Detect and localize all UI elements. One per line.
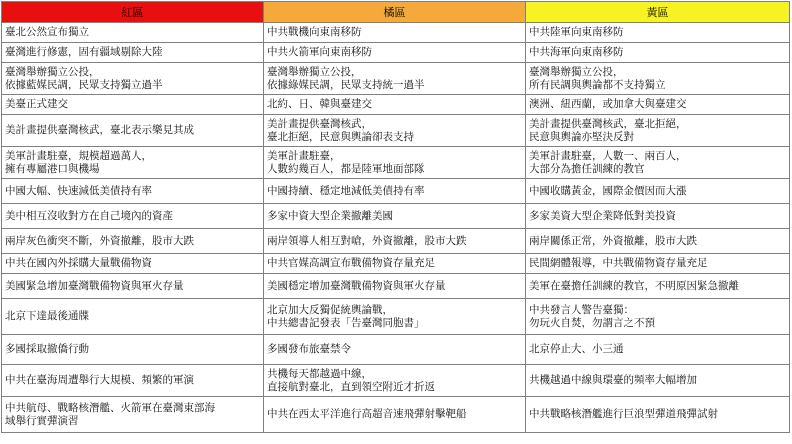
cell-text-line: 北京停止大、小三通 [529,343,624,355]
cell-text-line: 中共在國內外採購大量戰備物資 [5,257,152,269]
table-body [2,23,790,433]
cell-text-line: 澳洲、紐西蘭，或加拿大與臺建交 [529,98,687,110]
cell-text-line: 擁有專屬港口與機場 [5,162,100,175]
cell-yellow-zone [526,204,790,229]
cell-text-line: 美計畫提供臺灣核武，臺北表示樂見其成 [5,124,194,136]
table-row [2,43,790,63]
table-row [2,274,790,299]
cell-yellow-zone [526,43,790,63]
cell-red-zone [2,365,264,397]
cell-text-line: 美軍在臺擔任訓練的教官，不明原因緊急撤離 [529,279,739,292]
cell-text-line: 美計畫提供臺灣核武，臺北拒絕， [529,117,687,130]
cell-yellow-zone [526,335,790,365]
cell-text-line: 依據綠媒民調，民眾支持統一過半 [267,78,425,91]
cell-orange-zone [264,274,526,299]
cell-orange-zone [264,63,526,95]
cell-text-line: 中共海軍向東南移防 [529,46,624,58]
cell-orange-zone [264,204,526,229]
cell-text-line: 臺灣進行修憲，固有疆域剔除大陸 [5,46,163,58]
cell-text-line: 依據藍媒民調，民眾支持獨立過半 [5,78,163,91]
cell-yellow-zone [526,147,790,179]
cell-red-zone [2,147,264,179]
cell-text-line: 中共在臺海周遭舉行大規模、頻繁的軍演 [5,374,194,386]
table-row [2,23,790,43]
table-row [2,229,790,254]
cell-text-line: 美計畫提供臺灣核武， [267,117,372,130]
cell-yellow-zone [526,179,790,204]
cell-text-line: 臺北公然宣布獨立 [5,26,89,38]
cell-text-line: 兩岸關係正常，外資撤離，股市大跌 [529,234,697,247]
table-row [2,204,790,229]
table-row [2,115,790,147]
cell-text-line: 美臺正式建交 [5,98,68,110]
header-row [2,2,790,23]
cell-text-line: 臺灣舉辦獨立公投， [529,65,624,78]
cell-text-line: 北約、日、韓與臺建交 [267,98,372,110]
cell-orange-zone [264,95,526,115]
cell-text-line: 中國大幅、快速減低美債持有率 [5,184,152,197]
cell-orange-zone [264,254,526,274]
cell-red-zone [2,254,264,274]
cell-text-line: 北京下達最後通牒 [5,310,89,322]
cell-text-line: 直接航對臺北，直到領空附近才折返 [267,380,435,393]
cell-red-zone [2,179,264,204]
cell-text-line: 中共發言人警告臺獨： [529,303,634,316]
cell-text-line: 民間網體報導，中共戰備物資存量充足 [529,257,708,269]
table-row [2,63,790,95]
cell-orange-zone [264,115,526,147]
cell-yellow-zone [526,63,790,95]
cell-text-line: 共機每天都越過中線， [267,367,372,380]
cell-orange-zone [264,299,526,335]
cell-red-zone [2,299,264,335]
header-orange-zone: 橘區 [264,2,526,23]
table-row [2,147,790,179]
cell-orange-zone [264,365,526,397]
header-yellow-zone: 黃區 [526,2,790,23]
cell-orange-zone [264,43,526,63]
cell-text-line: 美中相互沒收對方在自己境內的資產 [5,209,173,222]
cell-yellow-zone [526,229,790,254]
cell-text-line: 臺灣舉辦獨立公投， [267,65,362,78]
cell-orange-zone [264,147,526,179]
cell-yellow-zone [526,254,790,274]
cell-red-zone [2,63,264,95]
cell-text-line: 多家美資大型企業降低對美投資 [529,209,676,222]
cell-red-zone [2,274,264,299]
cell-red-zone [2,335,264,365]
cell-text-line: 中共陸軍向東南移防 [529,26,624,38]
cell-orange-zone [264,23,526,43]
cell-red-zone [2,204,264,229]
cell-orange-zone [264,179,526,204]
cell-text-line: 中共戰機向東南移防 [267,26,362,38]
cell-text-line: 中共航母、戰略核潛艦、火箭軍在臺灣東部海 [5,401,215,414]
table-row [2,299,790,335]
cell-text-line: 美軍計畫駐臺， [267,149,341,162]
cell-text-line: 中國收購黃金，國際金價因而大漲 [529,184,687,197]
cell-text-line: 多國發布旅臺禁令 [267,343,351,355]
cell-text-line: 勿玩火自焚，勿謂言之不預 [529,316,655,329]
cell-red-zone [2,43,264,63]
cell-text-line: 中共在西太平洋進行高超音速飛彈射擊靶船 [267,408,467,420]
cell-text-line: 域舉行實彈演習 [5,414,79,427]
cell-text-line: 兩岸領導人相互對嗆，外資撤離，股市大跌 [267,234,467,247]
cell-orange-zone [264,397,526,433]
cell-text-line: 大部分為擔任訓練的教官 [529,162,645,175]
table-row [2,397,790,433]
cell-text-line: 多國採取撤僑行動 [5,343,89,355]
cell-orange-zone [264,229,526,254]
cell-text-line: 中共官媒高調宣布戰備物資存量充足 [267,257,435,269]
table-row [2,365,790,397]
cell-text-line: 美軍計畫駐臺，規模超過萬人， [5,149,152,162]
table-row [2,335,790,365]
risk-zone-table [1,1,790,433]
table-row [2,179,790,204]
cell-text-line: 臺灣舉辦獨立公投， [5,65,100,78]
cell-text-line: 人數約幾百人，都是陸軍地面部隊 [267,162,425,175]
cell-yellow-zone [526,95,790,115]
cell-red-zone [2,397,264,433]
cell-text-line: 兩岸灰色衝突不斷，外資撤離，股市大跌 [5,234,194,247]
cell-yellow-zone [526,115,790,147]
cell-yellow-zone [526,299,790,335]
cell-text-line: 美軍計畫駐臺，人數一、兩百人， [529,149,687,162]
cell-text-line: 中共火箭軍向東南移防 [267,46,372,58]
cell-text-line: 民意與輿論亦堅決反對 [529,130,634,143]
cell-yellow-zone [526,397,790,433]
table-row [2,254,790,274]
header-red-zone: 紅區 [2,2,264,23]
cell-text-line: 所有民調與輿論都不支持獨立 [529,78,666,91]
cell-text-line: 中國持續、穩定地減低美債持有率 [267,184,425,197]
table-row [2,95,790,115]
cell-text-line: 美國緊急增加臺灣戰備物資與軍火存量 [5,279,184,292]
cell-red-zone [2,95,264,115]
cell-text-line: 臺北拒絕，民意與輿論卻表支持 [267,130,414,143]
cell-red-zone [2,229,264,254]
cell-red-zone [2,115,264,147]
cell-yellow-zone [526,365,790,397]
cell-yellow-zone [526,274,790,299]
cell-text-line: 中共戰略核潛艦進行巨浪型彈道飛彈試射 [529,408,718,420]
cell-yellow-zone [526,23,790,43]
cell-text-line: 北京加大反獨促統輿論戰， [267,303,393,316]
cell-red-zone [2,23,264,43]
cell-text-line: 共機越過中線與環臺的頻率大幅增加 [529,374,697,386]
cell-text-line: 美國穩定增加臺灣戰備物資與軍火存量 [267,279,446,292]
cell-text-line: 中共總書記發表「告臺灣同胞書」 [267,316,425,329]
cell-text-line: 多家中資大型企業撤離美國 [267,209,393,222]
cell-orange-zone [264,335,526,365]
